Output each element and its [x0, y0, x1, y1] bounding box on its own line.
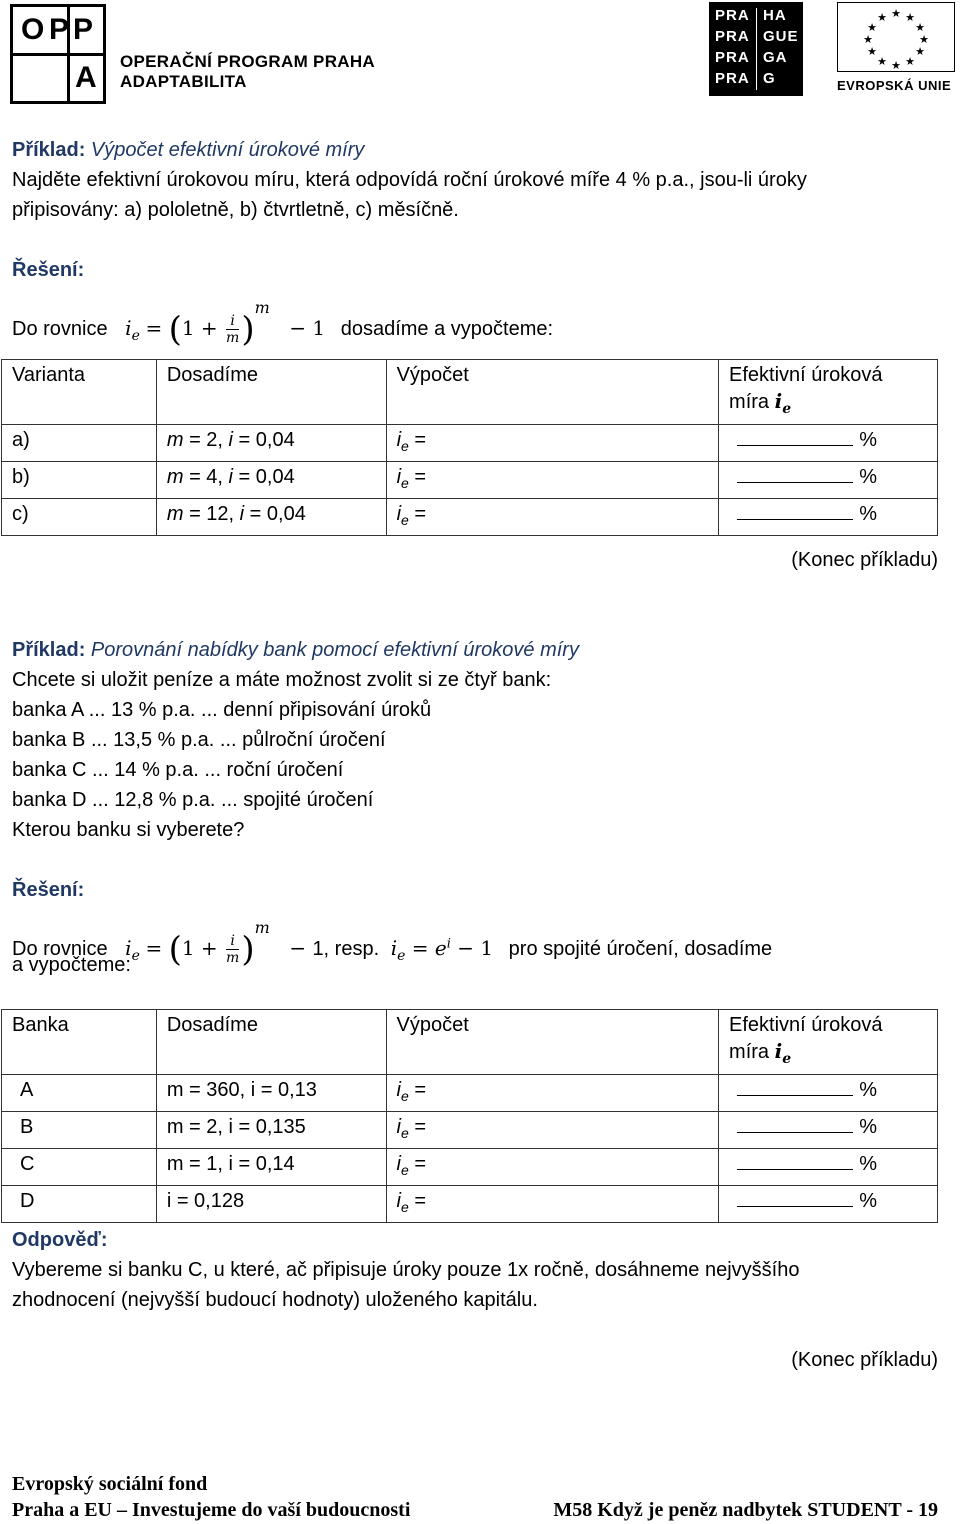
cell-result: % — [719, 425, 938, 462]
cell-result: % — [719, 1112, 938, 1149]
cell-variant: a) — [2, 425, 157, 462]
program-name — [120, 52, 375, 92]
svg-text:★: ★ — [891, 7, 901, 20]
table-row — [2, 1186, 938, 1223]
svg-text:★: ★ — [877, 11, 887, 24]
formula-resp: 1, resp. — [312, 938, 380, 960]
cell-calc: $i_e$ = — [386, 499, 718, 536]
table-row — [2, 1075, 938, 1112]
cell-substitution: i = 0,128 — [156, 1186, 386, 1223]
example2-formula-line: Do rovnice $i_e = (1$ + $\frac{i}{m})^m - 1$, resp. $i_e = e^i - 1$ pro spojité úročení, dosadíme — [12, 918, 773, 970]
example1-table — [1, 359, 938, 536]
col-header: Výpočet — [386, 360, 718, 425]
praha-cell: PRA — [715, 70, 750, 87]
cell-calc: $i_e$ = — [386, 1075, 718, 1112]
praha-cell: GA — [763, 49, 788, 66]
example2-formula-suffix2: a vypočteme: — [12, 954, 131, 976]
table-row — [2, 499, 938, 536]
cell-substitution: m = 2, i = 0,135 — [156, 1112, 386, 1149]
cell-result: % — [719, 1075, 938, 1112]
svg-text:★: ★ — [863, 33, 873, 46]
opp-letter: P — [73, 13, 94, 46]
table-row — [2, 462, 938, 499]
example-title: Porovnání nabídky bank pomocí efektivní úrokové míry — [90, 639, 579, 661]
answer-label: Odpověď: — [12, 1229, 108, 1251]
cell-calc: $i_e$ = — [386, 425, 718, 462]
example2-table — [1, 1009, 938, 1223]
svg-text:★: ★ — [915, 21, 925, 34]
cell-result: % — [719, 1186, 938, 1223]
bank-offer: banka A ... 13 % p.a. ... denní připisování úroků — [12, 699, 432, 721]
cell-substitution: m = 1, i = 0,14 — [156, 1149, 386, 1186]
bank-offer: banka C ... 14 % p.a. ... roční úročení — [12, 759, 344, 781]
praha-cell: G — [763, 70, 776, 87]
example-title: Výpočet efektivní úrokové míry — [90, 139, 365, 161]
cell-result: % — [719, 499, 938, 536]
eu-logo — [837, 2, 957, 96]
example2-intro: Chcete si uložit peníze a máte možnost zvolit si ze čtyř bank: — [12, 669, 552, 691]
cell-substitution: m = 2, i = 0,04 — [156, 425, 386, 462]
praha-logo — [709, 2, 803, 96]
cell-calc: $i_e$ = — [386, 1149, 718, 1186]
cell-substitution: m = 12, i = 0,04 — [156, 499, 386, 536]
svg-text:★: ★ — [905, 11, 915, 24]
cell-substitution: m = 360, i = 0,13 — [156, 1075, 386, 1112]
formula-suffix: pro spojité úročení, dosadíme — [508, 938, 773, 960]
footer-line1: Evropský sociální fond — [12, 1473, 208, 1495]
svg-text:★: ★ — [919, 33, 929, 46]
col-header: Dosadíme — [156, 360, 386, 425]
table-row — [2, 1112, 938, 1149]
formula-eq: = — [145, 316, 169, 340]
example-label: Příklad: — [12, 139, 86, 161]
program-line1: OPERAČNÍ PROGRAM PRAHA — [120, 52, 376, 71]
bank-offer: banka D ... 12,8 % p.a. ... spojité úročení — [12, 789, 374, 811]
answer-text2: zhodnocení (nejvyšší budoucí hodnoty) uloženého kapitálu. — [12, 1289, 538, 1311]
program-line2: ADAPTABILITA — [120, 72, 247, 91]
example2-heading — [12, 638, 579, 662]
svg-text:★: ★ — [867, 21, 877, 34]
cell-bank: D — [2, 1186, 157, 1223]
col-header: Efektivní úroková míra $i_e$ — [719, 1010, 938, 1075]
cell-substitution: m = 4, i = 0,04 — [156, 462, 386, 499]
table-row — [2, 425, 938, 462]
table-header-row — [2, 1010, 938, 1075]
example2-end: (Konec příkladu) — [791, 1349, 938, 1371]
cell-calc: $i_e$ = — [386, 1112, 718, 1149]
cell-bank: A — [2, 1075, 157, 1112]
example1-solution-label: Řešení: — [12, 259, 85, 281]
opp-letter: P — [49, 13, 70, 46]
col-header: Varianta — [2, 360, 157, 425]
cell-result: % — [719, 1149, 938, 1186]
example1-heading — [12, 138, 364, 162]
example2-question: Kterou banku si vyberete? — [12, 819, 245, 841]
svg-text:★: ★ — [915, 45, 925, 58]
formula-ie: $i_e$ — [125, 316, 140, 344]
col-header: Výpočet — [386, 1010, 718, 1075]
footer-right: M58 Když je peněz nadbytek STUDENT - 19 — [553, 1499, 938, 1521]
cell-bank: B — [2, 1112, 157, 1149]
formula-suffix: dosadíme a vypočteme: — [340, 318, 554, 340]
example1-text2: připisovány: a) pololetně, b) čtvrtletně, c) měsíčně. — [12, 199, 459, 221]
cell-result: % — [719, 462, 938, 499]
svg-text:★: ★ — [867, 45, 877, 58]
answer-text1: Vybereme si banku C, u které, ač připisuje úroky pouze 1x ročně, dosáhneme nejvyššího — [12, 1259, 800, 1281]
example1-formula-line: Do rovnice $i_e = (1$ + $\frac{i}{m})^m - 1$ dosadíme a vypočteme: — [12, 298, 554, 350]
cell-variant: b) — [2, 462, 157, 499]
eu-flag-icon — [837, 2, 955, 72]
praha-cell: PRA — [715, 49, 750, 66]
praha-cell: PRA — [715, 28, 750, 45]
praha-cell: GUE — [763, 28, 799, 45]
cell-bank: C — [2, 1149, 157, 1186]
col-header: Dosadíme — [156, 1010, 386, 1075]
praha-cell: HA — [763, 7, 787, 24]
table-header-row — [2, 360, 938, 425]
example2-solution-label: Řešení: — [12, 879, 85, 901]
table-row — [2, 1149, 938, 1186]
cell-calc: $i_e$ = — [386, 1186, 718, 1223]
formula-prefix: Do rovnice — [12, 318, 108, 340]
bank-offer: banka B ... 13,5 % p.a. ... půlroční úročení — [12, 729, 386, 751]
svg-text:★: ★ — [891, 59, 901, 71]
opp-letter: A — [75, 61, 97, 94]
svg-text:★: ★ — [905, 55, 915, 68]
example1-end: (Konec příkladu) — [791, 549, 938, 571]
opp-letter: O — [21, 13, 45, 46]
praha-cell: PRA — [715, 7, 750, 24]
cell-calc: $i_e$ = — [386, 462, 718, 499]
col-header: Banka — [2, 1010, 157, 1075]
footer-left: Praha a EU – Investujeme do vaší budoucnosti — [12, 1499, 411, 1521]
formula-prefix: Do rovnice — [12, 938, 108, 960]
cell-variant: c) — [2, 499, 157, 536]
svg-text:★: ★ — [877, 55, 887, 68]
example-label: Příklad: — [12, 639, 86, 661]
example1-text1: Najděte efektivní úrokovou míru, která odpovídá roční úrokové míře 4 % p.a., jsou-li úroky — [12, 169, 807, 191]
col-header: Efektivní úroková míra $i_e$ — [719, 360, 938, 425]
eu-label: EVROPSKÁ UNIE — [837, 78, 952, 93]
opp-logo — [10, 4, 106, 104]
